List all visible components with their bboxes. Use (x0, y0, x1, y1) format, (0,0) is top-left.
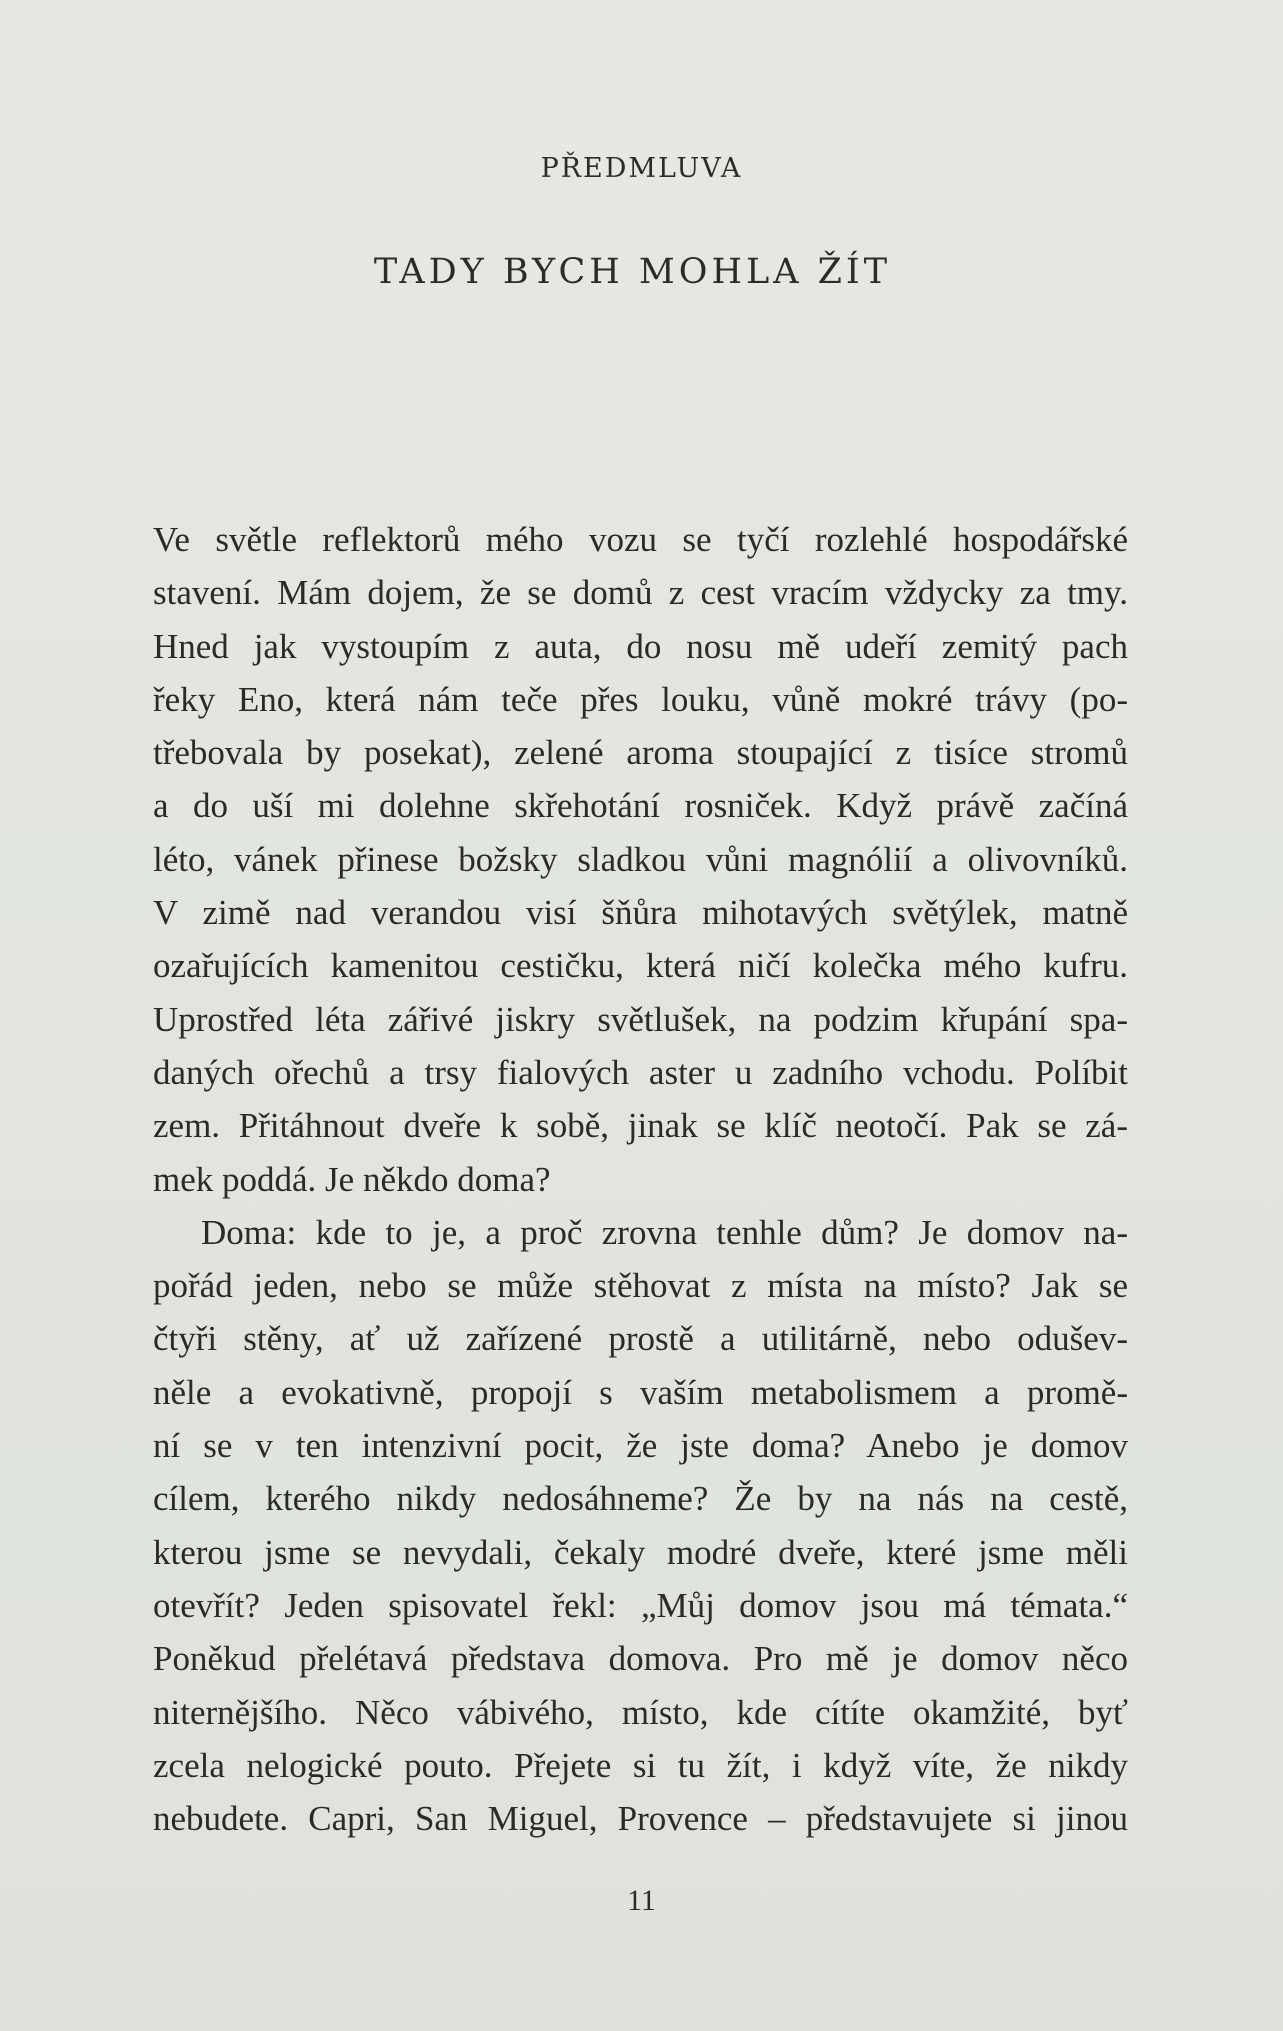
text-line: a do uší mi dolehne skřehotání rosniček. Když právě začíná (153, 786, 1128, 826)
text-line: Uprostřed léta zářivé jiskry světlušek, na podzim křupání spa- (153, 999, 1128, 1039)
text-line: pořád jeden, nebo se může stěhovat z místa na místo? Jak se (153, 1266, 1128, 1306)
page-number: 11 (627, 1884, 656, 1917)
text-line: zcela nelogické pouto. Přejete si tu žít, i když víte, že nikdy (153, 1745, 1128, 1785)
text-line: ní se v ten intenzivní pocit, že jste doma? Anebo je domov (153, 1426, 1128, 1466)
section-label: PŘEDMLUVA (540, 153, 743, 184)
text-line: čtyři stěny, ať už zařízené prostě a utilitárně, nebo odušev- (153, 1319, 1128, 1359)
text-line: niternějšího. Něco vábivého, místo, kde cítíte okamžité, byť (153, 1692, 1128, 1732)
text-line: ozařujících kamenitou cestičku, která ničí kolečka mého kufru. (153, 946, 1128, 986)
text-line: zem. Přitáhnout dveře k sobě, jinak se klíč neotočí. Pak se zá- (153, 1106, 1128, 1146)
text-line: Doma: kde to je, a proč zrovna tenhle dům? Je domov na- (201, 1212, 1128, 1252)
text-line: řeky Eno, která nám teče přes louku, vůně mokré trávy (po- (153, 679, 1128, 719)
text-line: V zimě nad verandou visí šňůra mihotavých světýlek, matně (153, 893, 1128, 933)
text-line: kterou jsme se nevydali, čekaly modré dveře, které jsme měli (153, 1532, 1128, 1572)
text-line: Hned jak vystoupím z auta, do nosu mě udeří zemitý pach (153, 626, 1128, 666)
text-line: třebovala by posekat), zelené aroma stoupající z tisíce stromů (153, 733, 1128, 773)
text-line: léto, vánek přinese božsky sladkou vůni magnólií a olivovníků. (153, 839, 1128, 879)
text-line: stavení. Mám dojem, že se domů z cest vracím vždycky za tmy. (153, 573, 1128, 613)
text-line: otevřít? Jeden spisovatel řekl: „Můj domov jsou má témata.“ (153, 1585, 1128, 1625)
text-line: nebudete. Capri, San Miguel, Provence – představujete si jinou (153, 1799, 1128, 1839)
text-line: něle a evokativně, propojí s vaším metabolismem a promě- (153, 1372, 1128, 1412)
text-line: mek poddá. Je někdo doma? (153, 1159, 551, 1199)
text-line: cílem, kterého nikdy nedosáhneme? Že by na nás na cestě, (153, 1479, 1128, 1519)
text-line: Ve světle reflektorů mého vozu se tyčí rozlehlé hospodářské (153, 520, 1128, 559)
body-text (153, 513, 1128, 1845)
chapter-title: TADY BYCH MOHLA ŽÍT (373, 252, 892, 292)
text-line: Poněkud přelétavá představa domova. Pro mě je domov něco (153, 1639, 1128, 1679)
text-line: daných ořechů a trsy fialových aster u zadního vchodu. Políbit (153, 1052, 1128, 1092)
